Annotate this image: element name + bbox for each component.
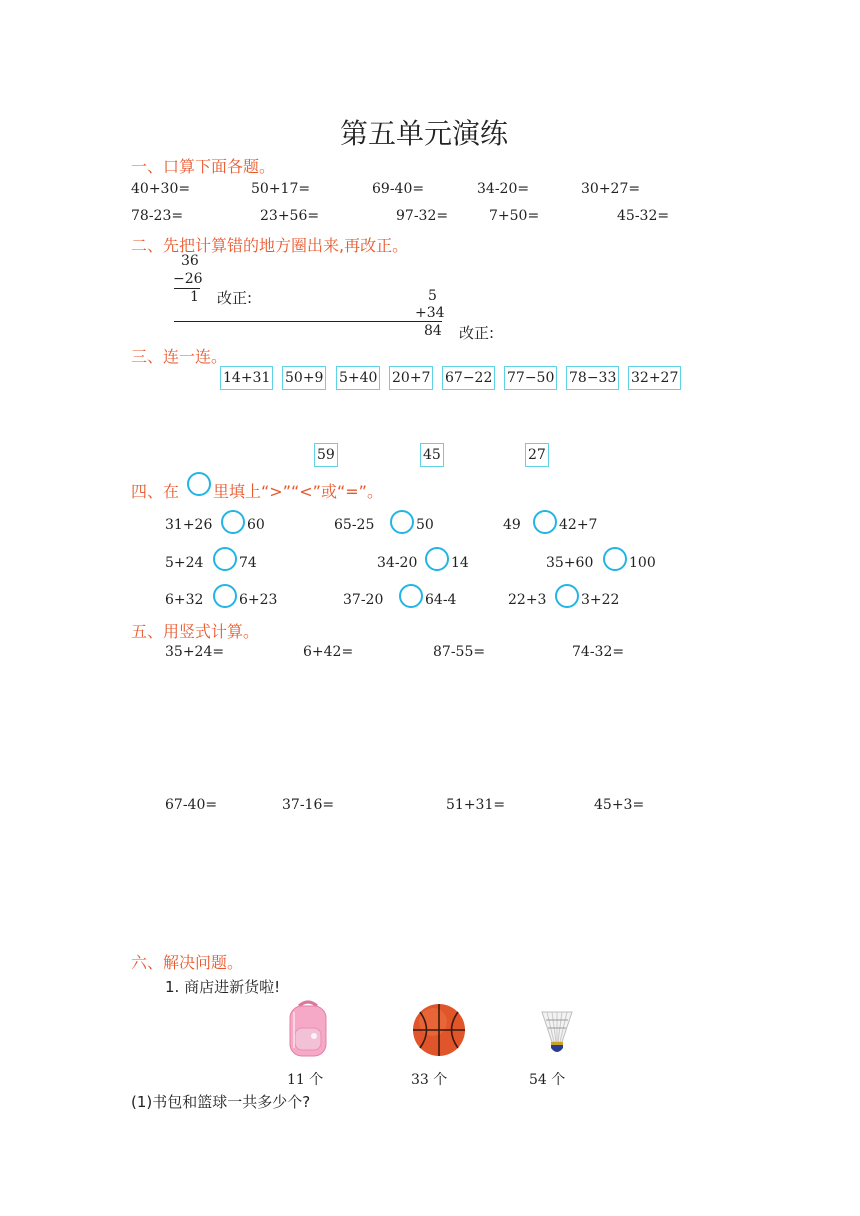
compare-left: 5+24 xyxy=(165,555,204,571)
compare-right: 64-4 xyxy=(425,592,457,608)
vertical-calc-2-middle: +34 xyxy=(415,305,445,321)
compare-circle-input[interactable] xyxy=(221,510,245,534)
oral-calc-item: 69-40= xyxy=(372,181,425,197)
match-top-item[interactable]: 50+9 xyxy=(282,366,326,390)
compare-left: 31+26 xyxy=(165,517,213,533)
section-3-heading: 三、连一连。 xyxy=(131,347,228,366)
section-4-heading-pre: 四、在 xyxy=(131,482,180,501)
basketball-count: 33 个 xyxy=(411,1072,448,1088)
section-2-heading: 二、先把计算错的地方圈出来,再改正。 xyxy=(131,236,409,255)
match-top-item[interactable]: 78−33 xyxy=(566,366,619,390)
match-bottom-item[interactable]: 45 xyxy=(420,443,444,467)
compare-circle-input[interactable] xyxy=(213,584,237,608)
fix-label-2: 改正: xyxy=(459,324,495,342)
compare-circle-input[interactable] xyxy=(533,510,557,534)
column-calc-item: 45+3= xyxy=(594,797,645,813)
match-bottom-item[interactable]: 27 xyxy=(525,443,549,467)
column-calc-item: 74-32= xyxy=(572,644,625,660)
oral-calc-item: 23+56= xyxy=(260,208,320,224)
backpack-count: 11 个 xyxy=(287,1072,324,1088)
compare-left: 65-25 xyxy=(334,517,375,533)
compare-right: 100 xyxy=(629,555,656,571)
section-5-heading: 五、用竖式计算。 xyxy=(131,622,260,641)
compare-right: 6+23 xyxy=(239,592,278,608)
column-calc-item: 6+42= xyxy=(303,644,354,660)
compare-circle-input[interactable] xyxy=(399,584,423,608)
compare-right: 3+22 xyxy=(581,592,620,608)
compare-right: 74 xyxy=(239,555,257,571)
compare-left: 37-20 xyxy=(343,592,384,608)
match-top-item[interactable]: 77−50 xyxy=(504,366,557,390)
match-top-item[interactable]: 14+31 xyxy=(220,366,273,390)
answer-circle-icon xyxy=(187,472,211,496)
compare-right: 60 xyxy=(247,517,265,533)
compare-left: 34-20 xyxy=(377,555,418,571)
vertical-calc-1-middle: −26 xyxy=(173,271,203,287)
oral-calc-item: 7+50= xyxy=(489,208,540,224)
match-top-item[interactable]: 5+40 xyxy=(336,366,380,390)
fix-label-1: 改正: xyxy=(217,289,253,307)
column-calc-item: 67-40= xyxy=(165,797,218,813)
basketball-icon xyxy=(411,1002,467,1058)
compare-circle-input[interactable] xyxy=(555,584,579,608)
compare-left: 6+32 xyxy=(165,592,204,608)
shuttlecock-count: 54 个 xyxy=(529,1072,566,1088)
section-6-heading: 六、解决问题。 xyxy=(131,953,244,972)
vertical-calc-2-rule xyxy=(174,321,442,322)
oral-calc-item: 45-32= xyxy=(617,208,670,224)
oral-calc-item: 34-20= xyxy=(477,181,530,197)
vertical-calc-1-top: 36 xyxy=(181,253,199,269)
shuttlecock-icon xyxy=(538,1010,576,1058)
match-top-item[interactable]: 32+27 xyxy=(628,366,681,390)
vertical-calc-2-top: 5 xyxy=(428,288,437,304)
column-calc-item: 87-55= xyxy=(433,644,486,660)
vertical-calc-2-result: 84 xyxy=(424,323,442,339)
vertical-calc-1-result: 1 xyxy=(190,289,199,305)
match-top-item[interactable]: 67−22 xyxy=(442,366,495,390)
column-calc-item: 37-16= xyxy=(282,797,335,813)
oral-calc-item: 40+30= xyxy=(131,181,191,197)
match-bottom-item[interactable]: 59 xyxy=(314,443,338,467)
column-calc-item: 35+24= xyxy=(165,644,225,660)
compare-circle-input[interactable] xyxy=(213,547,237,571)
oral-calc-item: 30+27= xyxy=(581,181,641,197)
section-4-heading-post: 里填上“>”“<”或“=”。 xyxy=(213,482,383,501)
compare-right: 50 xyxy=(416,517,434,533)
backpack-icon xyxy=(285,998,331,1058)
oral-calc-item: 97-32= xyxy=(396,208,449,224)
oral-calc-item: 78-23= xyxy=(131,208,184,224)
compare-left: 22+3 xyxy=(508,592,547,608)
compare-left: 35+60 xyxy=(546,555,594,571)
sub-question-1: (1)书包和篮球一共多少个? xyxy=(131,1093,311,1111)
column-calc-item: 51+31= xyxy=(446,797,506,813)
compare-circle-input[interactable] xyxy=(390,510,414,534)
compare-circle-input[interactable] xyxy=(603,547,627,571)
compare-right: 42+7 xyxy=(559,517,598,533)
question-1-title: 1. 商店进新货啦! xyxy=(165,978,281,996)
compare-circle-input[interactable] xyxy=(425,547,449,571)
compare-left: 49 xyxy=(503,517,521,533)
section-1-heading: 一、口算下面各题。 xyxy=(131,157,276,176)
match-top-item[interactable]: 20+7 xyxy=(389,366,433,390)
oral-calc-item: 50+17= xyxy=(251,181,311,197)
compare-right: 14 xyxy=(451,555,469,571)
page-title: 第五单元演练 xyxy=(340,117,509,150)
